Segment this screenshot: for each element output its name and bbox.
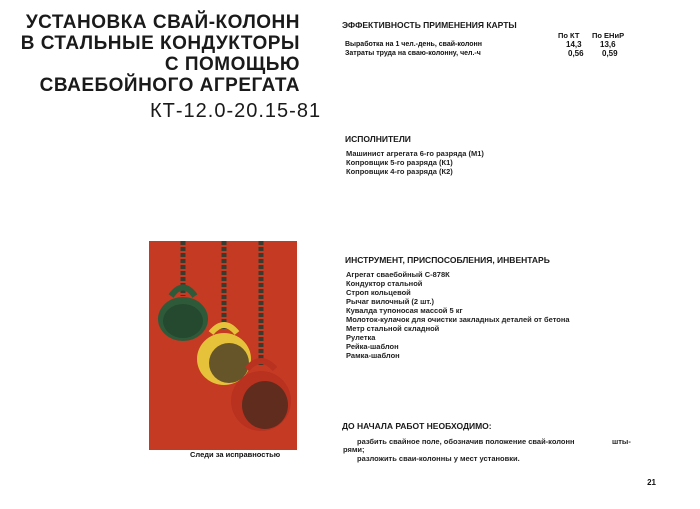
tool-item: Рамка-шаблон	[346, 351, 400, 360]
efficiency-row-label: Затраты труда на сваю-колонну, чел.-ч	[345, 50, 481, 57]
kettlebells-drawing	[149, 241, 297, 450]
title-line-2: В СТАЛЬНЫЕ КОНДУКТОРЫ	[20, 33, 300, 54]
page-number: 21	[647, 478, 656, 487]
tool-item: Рулетка	[346, 333, 376, 342]
tool-item: Метр стальной складной	[346, 324, 440, 333]
before-start-heading: ДО НАЧАЛА РАБОТ НЕОБХОДИМО:	[342, 421, 492, 431]
document-code: КТ-12.0-20.15-81	[150, 100, 322, 122]
efficiency-value-kt: 0,56	[568, 49, 584, 58]
before-start-item-cont: рями;	[343, 445, 365, 454]
tool-item: Молоток-кулачок для очистки закладных деталей от бетона	[346, 315, 570, 324]
efficiency-value-enir: 13,6	[600, 40, 616, 49]
title-line-3: С ПОМОЩЬЮ	[164, 54, 300, 75]
tool-item: Кувалда тупоносая массой 5 кг	[346, 306, 463, 315]
efficiency-row-label: Выработка на 1 чел.-день, свай-колонн	[345, 41, 482, 48]
column-header-enir: По ЕНиР	[592, 31, 625, 40]
executors-heading: ИСПОЛНИТЕЛИ	[345, 134, 411, 144]
before-start-item: разбить свайное поле, обозначив положение свай-колонн	[357, 437, 575, 446]
tool-item: Агрегат сваебойный С-878К	[346, 270, 450, 279]
kettlebells-illustration	[149, 241, 297, 450]
executor-item: Копровщик 5-го разряда (К1)	[346, 158, 453, 167]
illustration-caption: Следи за исправностью	[190, 450, 281, 459]
title-line-1: УСТАНОВКА СВАЙ-КОЛОНН	[25, 12, 300, 33]
efficiency-heading: ЭФФЕКТИВНОСТЬ ПРИМЕНЕНИЯ КАРТЫ	[342, 20, 517, 30]
tool-item: Строп кольцевой	[346, 288, 411, 297]
tool-item: Рейка-шаблон	[346, 342, 399, 351]
document-title	[21, 12, 300, 96]
tool-item: Кондуктор стальной	[346, 279, 423, 288]
efficiency-value-kt: 14,3	[566, 40, 582, 49]
tools-heading: ИНСТРУМЕНТ, ПРИСПОСОБЛЕНИЯ, ИНВЕНТАРЬ	[345, 255, 550, 265]
before-start-item: разложить сваи-колонны у мест установки.	[357, 454, 520, 463]
tool-item: Рычаг вилочный (2 шт.)	[346, 297, 435, 306]
title-line-4: СВАЕБОЙНОГО АГРЕГАТА	[39, 75, 300, 96]
before-start-item-hyphen: шты-	[612, 437, 631, 446]
column-header-kt: По КТ	[558, 31, 580, 40]
executor-item: Копровщик 4-го разряда (К2)	[346, 167, 453, 176]
executor-item: Машинист агрегата 6-го разряда (М1)	[346, 149, 484, 158]
efficiency-value-enir: 0,59	[602, 49, 618, 58]
